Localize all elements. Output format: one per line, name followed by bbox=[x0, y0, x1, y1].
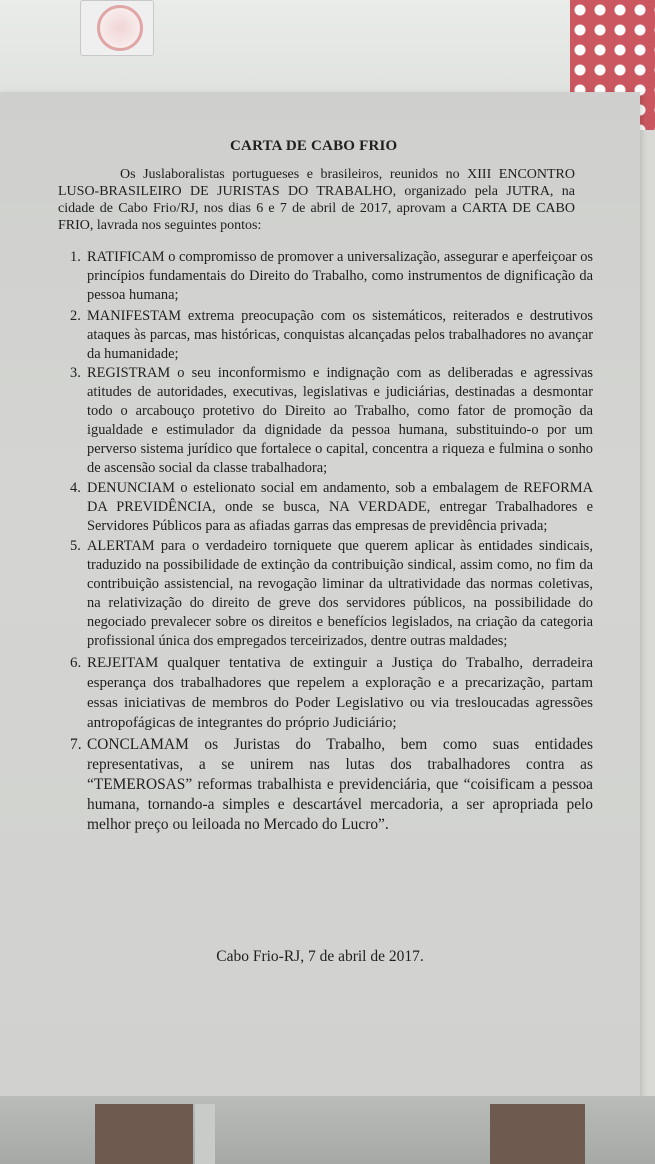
list-item bbox=[58, 364, 593, 478]
item-text: REJEITAM qualquer tentativa de extinguir a Justiça do Trabalho, derradeira esperança dos trabalhadores que repelem a exploração e a precarização, partam essas iniciativas de membros do Poder Legislativo ou via tresloucadas agressões antropofágicas de integrantes do próprio Judiciário; bbox=[87, 655, 593, 731]
list-item bbox=[58, 735, 593, 835]
item-number: 6. bbox=[70, 655, 82, 671]
item-number: 5. bbox=[70, 538, 81, 554]
seal-sticker bbox=[80, 0, 154, 56]
points-list bbox=[58, 248, 593, 835]
place-date-line: Cabo Frio-RJ, 7 de abril de 2017. bbox=[216, 948, 424, 965]
intro-paragraph: Os Juslaboralistas portugueses e brasileiros, reunidos no XIII ENCONTRO LUSO-BRASILEIRO DE JURISTAS DO TRABALHO, organizado pela JUTRA, na cidade de Cabo Frio/RJ, nos dias 6 e 7 de abril de 2017, aprovam a CARTA DE CABO FRIO, lavrada nos seguintes pontos: bbox=[58, 167, 575, 233]
item-text: CONCLAMAM os Juristas do Trabalho, bem como suas entidades representativas, a se unirem nas lutas dos trabalhadores contra as “TEMEROSAS” reformas trabalhista e previdenciária, que “coisificam a pessoa humana, tornando-a simples e descartável mercadoria, a ser apropriada pelo melhor preço ou leiloada no Mercado do Lucro”. bbox=[87, 736, 593, 833]
leg-right bbox=[490, 1104, 585, 1164]
document-title: CARTA DE CABO FRIO bbox=[230, 138, 398, 154]
leg-left bbox=[95, 1104, 193, 1164]
list-item bbox=[58, 248, 593, 305]
item-text: ALERTAM para o verdadeiro torniquete que querem aplicar às entidades sindicais, traduzido na possibilidade de extinção da contribuição sindical, assim como, no fim da contribuição assistencial, na revogação liminar da ultratividade das normas coletivas, na relativização do direito de greve dos servidores públicos, na possibilidade do negociado prevalecer sobre os direitos e benefícios legislados, na criação da categoria profissional única dos empregados terceirizados, dentre outras maldades; bbox=[87, 538, 593, 649]
list-item bbox=[58, 653, 593, 733]
chair-leg bbox=[195, 1104, 215, 1164]
item-text: DENUNCIAM o estelionato social em andamento, sob a embalagem de REFORMA DA PREVIDÊNCIA, onde se busca, NA VERDADE, entregar Trabalhadores e Servidores Públicos para as afiadas garras das empresas de previdência privada; bbox=[87, 480, 593, 534]
list-item bbox=[58, 307, 593, 364]
item-text: MANIFESTAM extrema preocupação com os sistemáticos, reiterados e destrutivos ataques às parcas, mas históricas, conquistas alcançadas pelos trabalhadores no avançar da humanidade; bbox=[87, 308, 593, 362]
item-number: 7. bbox=[70, 736, 82, 753]
list-item bbox=[58, 537, 593, 651]
item-number: 3. bbox=[70, 365, 81, 381]
list-item bbox=[58, 479, 593, 536]
item-number: 1. bbox=[70, 249, 81, 265]
item-number: 2. bbox=[70, 308, 81, 324]
item-number: 4. bbox=[70, 480, 81, 496]
item-text: RATIFICAM o compromisso de promover a universalização, assegurar e aperfeiçoar os princípios fundamentais do Direito do Trabalho, como instrumentos de dignificação da pessoa humana; bbox=[87, 249, 593, 303]
item-text: REGISTRAM o seu inconformismo e indignação com as deliberadas e agressivas atitudes de autoridades, executivas, legislativas e judiciárias, destinadas a desmontar todo o arcabouço protetivo do Direito ao Trabalho, como fator de promoção da igualdade e estimulador da dignidade da pessoa humana, substituindo-o por um perverso sistema jurídico que fortalece o capital, concentra a riqueza e fulmina o sonho de ascensão social da classe trabalhadora; bbox=[87, 365, 593, 476]
